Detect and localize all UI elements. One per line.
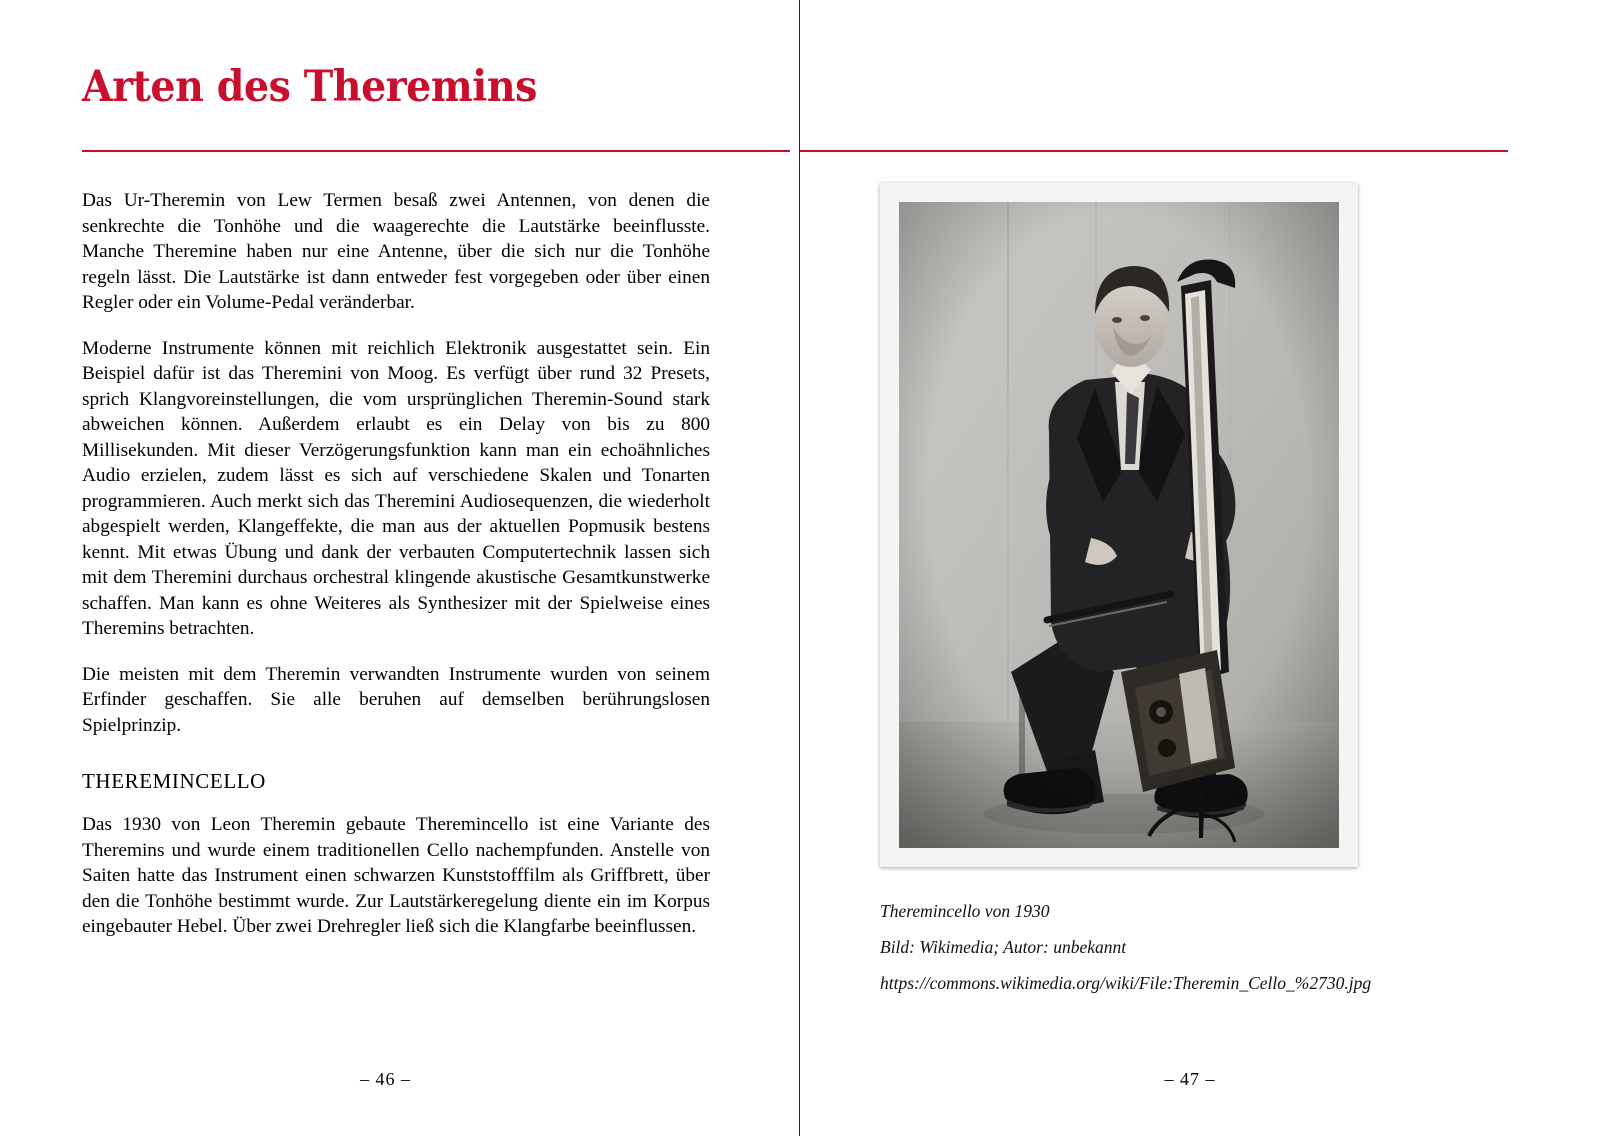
paragraph-3: Die meisten mit dem Theremin verwandten Instrumente wurden von seinem Erfinder geschaffen. Sie alle beruhen auf demselben berührungslosen Spielprinzip. <box>82 663 710 736</box>
paragraph-4: Das 1930 von Leon Theremin gebaute Theremincello ist eine Variante des Theremins und wurde einem traditionellen Cello nachempfunden. Anstelle von Saiten hatte das Instrument einen schwarzen Kunststofffilm als Griffbrett, über den die Tonhöhe bestimmt wurde. Zur Lautstärkeregelung diente ein im Korpus eingebauter Hebel. Über zwei Drehregler ließ sich die Klangfarbe beeinflussen. <box>82 814 710 937</box>
header-rule-right <box>800 150 1508 152</box>
page-title: Arten des Theremins <box>82 62 537 112</box>
right-page <box>800 0 1600 1136</box>
photo-frame <box>880 183 1358 867</box>
page-number-right: – 47 – <box>1164 1069 1216 1089</box>
paragraph-1: Das Ur-Theremin von Lew Termen besaß zwei Antennen, von denen die senkrechte die Tonhöhe und die waagerechte die Lautstärke beeinflusste. Manche Theremine haben nur eine Antenne, über die sich nur die Tonhöhe regeln lässt. Die Lautstärke ist dann entweder fest vorgegeben oder über einen Regler oder ein Volume-Pedal veränderbar. <box>82 190 710 313</box>
caption-line-source-url: https://commons.wikimedia.org/wiki/File:Theremin_Cello_%2730.jpg <box>880 973 1372 993</box>
page-number-left: – 46 – <box>360 1069 411 1089</box>
section-subheading: THEREMINCELLO <box>82 769 266 793</box>
header-rule-left <box>82 150 790 152</box>
left-body-column <box>82 188 710 960</box>
theremincello-photo <box>899 202 1339 848</box>
paragraph-2: Moderne Instrumente können mit reichlich Elektronik ausgestattet sein. Ein Beispiel dafür ist das Theremini von Moog. Es verfügt über rund 32 Presets, sprich Klangvoreinstellungen, die vom ursprünglichen Theremin-Sound stark abweichen können. Außerdem erlaubt es ein Delay von bis zu 800 Millisekunden. Mit dieser Verzögerungsfunktion kann man ein echoähnliches Audio erzielen, zudem lässt es sich auf verschiedene Skalen und Tonarten programmieren. Auch merkt sich das Theremini Audiosequenzen, die wiederholt abgespielt werden, Klangeffekte, die man aus der aktuellen Popmusik bestens kennt. Mit etwas Übung und dank der verbauten Computertechnik lassen sich mit dem Theremini durchaus orchestral klingende akustische Gesamtkunstwerke schaffen. Man kann es ohne Weiteres als Synthesizer mit der Spielweise eines Theremins betrachten. <box>82 337 710 639</box>
figure-caption <box>880 893 1520 1001</box>
caption-line-credit: Bild: Wikimedia; Autor: unbekannt <box>880 937 1127 957</box>
caption-line-title: Theremincello von 1930 <box>880 901 1050 921</box>
